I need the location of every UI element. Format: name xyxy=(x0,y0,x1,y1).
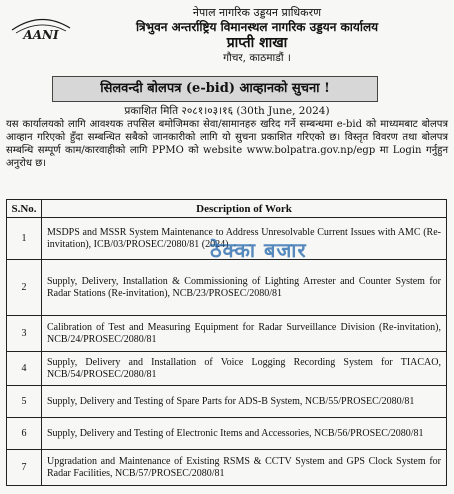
table-row xyxy=(7,418,447,450)
row-number: 2 xyxy=(7,260,42,316)
office-name: त्रिभुवन अन्तर्राष्ट्रिय विमानस्थल नागरिक उड्डयन कार्यालय xyxy=(135,20,379,34)
row-description: Upgradation and Maintenance of Existing RSMS & CCTV System and GPS Clock System for Radar Facilities, NCB/57/PROSEC/2080/81 xyxy=(42,450,447,486)
table-row xyxy=(7,450,447,486)
row-description: MSDPS and MSSR System Maintenance to Address Unresolvable Current Issues with AMC (Re-invitation), ICB/03/PROSEC/2080/81 (2024) xyxy=(42,218,447,260)
row-number: 5 xyxy=(7,386,42,418)
office-address: गौचर, काठमाडौं । xyxy=(223,52,291,64)
notice-title-banner: सिलवन्दी बोलपत्र (e-bid) आव्हानको सुचना ! xyxy=(52,76,378,102)
row-description: Supply, Delivery and Testing of Spare Parts for ADS-B System, NCB/55/PROSEC/2080/81 xyxy=(42,386,447,418)
organization-header xyxy=(60,6,454,65)
watermark-logo: ठेक्का बजार xyxy=(210,238,307,262)
row-number: 6 xyxy=(7,418,42,450)
description-header: Description of Work xyxy=(42,200,447,218)
table-row xyxy=(7,316,447,352)
table-row xyxy=(7,352,447,386)
svg-text:AANI: AANI xyxy=(23,28,59,42)
row-number: 3 xyxy=(7,316,42,352)
sno-header: S.No. xyxy=(7,200,42,218)
row-number: 4 xyxy=(7,352,42,386)
row-description: Supply, Delivery and Installation of Voice Logging Recording System for TIACAO, NCB/54/PROSEC/2080/81 xyxy=(42,352,447,386)
table-row xyxy=(7,260,447,316)
publish-date: प्रकाशित मिति २०८१।०३।१६ (30th June, 2024) xyxy=(124,105,330,117)
row-number: 1 xyxy=(7,218,42,260)
row-description: Supply, Delivery, Installation & Commissioning of Lighting Arrester and Counter System for Radar Stations (Re-invitation), NCB/23/PROSEC/2080/81 xyxy=(42,260,447,316)
row-number: 7 xyxy=(7,450,42,486)
notice-body: यस कार्यालयको लागि आवश्यक तपसिल बमोजिमका सेवा/सामानहरु खरिद गर्ने सम्बन्धमा e-bid को माध्यमबाट बोलपत्र आव्हान गरिएको हुँदा सम्बन्धित सबैको जानकारीको लागि यो सुचना प्रकाशित गरिएको छ। विस्तृत विवरण तथा बोलपत्र सम्बन्धि सम्पूर्ण काम/कारवाहीको लागि PPMO को website www.bolpatra.gov.np/egp मा Login गर्नुहुन अनुरोध छ। xyxy=(6,119,448,169)
section-name: प्राप्ती शाखा xyxy=(226,35,288,51)
row-description: Calibration of Test and Measuring Equipment for Radar Surveillance Division (Re-invitation), NCB/24/PROSEC/2080/81 xyxy=(42,316,447,352)
authority-name: नेपाल नागरिक उड्डयन प्राधिकरण xyxy=(192,6,322,19)
table-header-row xyxy=(7,200,447,218)
row-description: Supply, Delivery and Testing of Electronic Items and Accessories, NCB/56/PROSEC/2080/81 xyxy=(42,418,447,450)
table-row xyxy=(7,386,447,418)
